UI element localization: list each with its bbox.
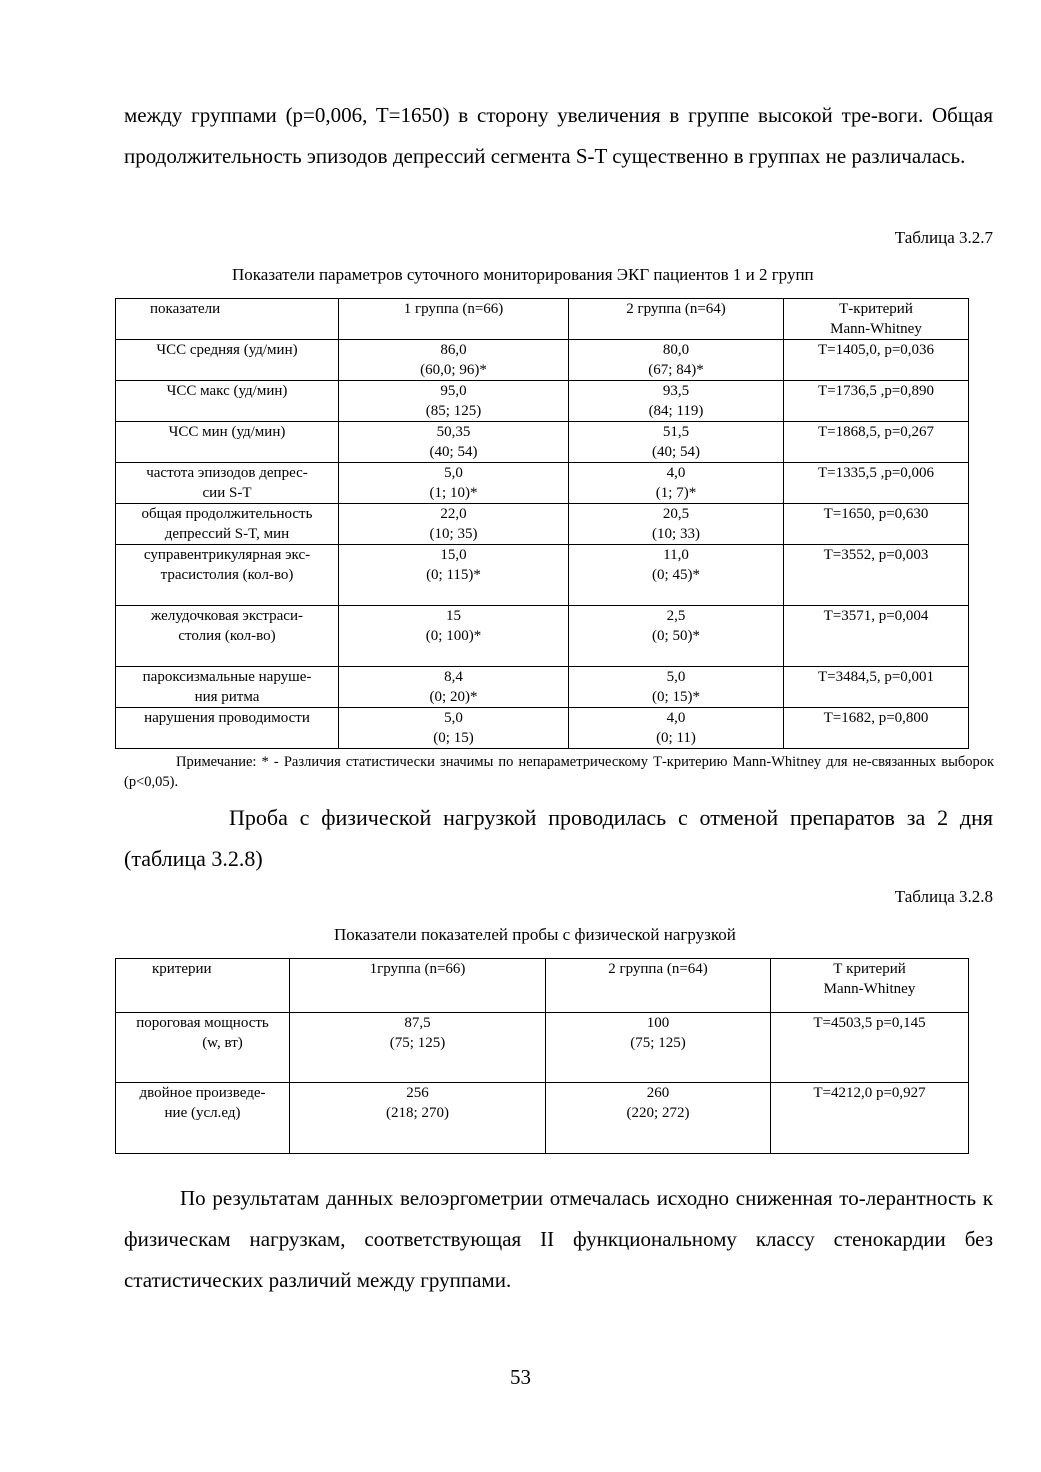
row-label: частота эпизодов депрес- сии S-T — [116, 463, 339, 504]
row-label: желудочковая экстраси- столия (кол-во) — [116, 606, 339, 667]
group-1-value: 95,0 (85; 125) — [339, 381, 569, 422]
group-1-value: 8,4 (0; 20)* — [339, 667, 569, 708]
group-1-value: 5,0 (0; 15) — [339, 708, 569, 749]
table-row — [116, 545, 969, 606]
table-row — [116, 340, 969, 381]
paragraph-intro: между группами (p=0,006, T=1650) в сторону увеличения в группе высокой тре-воги. Общая продолжительность эпизодов депрессий сегмента S-T существенно в группах не различалась. — [124, 103, 993, 168]
paragraph-conclusion: По результатам данных велоэргометрии отмечалась исходно сниженная то-лерантность к физическам нагрузкам, соответствующая II функциональному классу стенокардии без статистических различий между группами. — [124, 1186, 993, 1292]
table-row — [116, 1083, 969, 1154]
table-header-row — [116, 299, 969, 340]
table-row — [116, 504, 969, 545]
table-row — [116, 381, 969, 422]
table-row — [116, 422, 969, 463]
paragraph-exercise-test: Проба с физической нагрузкой проводилась с отменой препаратов за 2 дня (таблица 3.2.8) — [124, 805, 993, 871]
table-caption: Показатели параметров суточного мониторирования ЭКГ пациентов 1 и 2 групп — [232, 265, 814, 284]
t-criterion-value: T=1682, p=0,800 — [784, 708, 969, 749]
row-label: пороговая мощность (w, вт) — [116, 1013, 290, 1083]
table-note: Примечание: * - Различия статистически значимы по непараметрическому Т-критерию Mann-Whitney для не-связанных выборок (p<0,05). — [124, 754, 994, 790]
header-t-criterion: Т критерий Mann-Whitney — [771, 959, 969, 1013]
row-label: нарушения проводимости — [116, 708, 339, 749]
t-criterion-value: T=3484,5, p=0,001 — [784, 667, 969, 708]
group-1-value: 87,5 (75; 125) — [290, 1013, 546, 1083]
row-label: ЧСС средняя (уд/мин) — [116, 340, 339, 381]
group-1-value: 50,35 (40; 54) — [339, 422, 569, 463]
row-label: ЧСС макс (уд/мин) — [116, 381, 339, 422]
group-1-value: 86,0 (60,0; 96)* — [339, 340, 569, 381]
table-header-row — [116, 959, 969, 1013]
t-criterion-value: T=1868,5, p=0,267 — [784, 422, 969, 463]
group-2-value: 4,0 (1; 7)* — [569, 463, 784, 504]
t-criterion-value: T=1650, p=0,630 — [784, 504, 969, 545]
row-label: общая продолжительность депрессий S-T, мин — [116, 504, 339, 545]
group-2-value: 11,0 (0; 45)* — [569, 545, 784, 606]
exercise-test-table — [115, 958, 969, 1154]
header-t-criterion: Т-критерий Mann-Whitney — [784, 299, 969, 340]
header-criteria: критерии — [116, 959, 290, 1013]
table-row — [116, 667, 969, 708]
t-criterion-value: T=1736,5 ,p=0,890 — [784, 381, 969, 422]
table-caption: Показатели показателей пробы с физической нагрузкой — [334, 925, 736, 944]
group-1-value: 15 (0; 100)* — [339, 606, 569, 667]
t-criterion-value: T=4503,5 p=0,145 — [771, 1013, 969, 1083]
table-number: Таблица 3.2.8 — [894, 887, 993, 906]
table-row — [116, 708, 969, 749]
t-criterion-value: T=1335,5 ,p=0,006 — [784, 463, 969, 504]
row-label: суправентрикулярная экс- трасистолия (кол-во) — [116, 545, 339, 606]
ecg-monitoring-table — [115, 298, 969, 749]
table-row — [116, 1013, 969, 1083]
header-group-2: 2 группа (n=64) — [546, 959, 771, 1013]
t-criterion-value: T=1405,0, p=0,036 — [784, 340, 969, 381]
group-2-value: 93,5 (84; 119) — [569, 381, 784, 422]
group-1-value: 22,0 (10; 35) — [339, 504, 569, 545]
group-2-value: 80,0 (67; 84)* — [569, 340, 784, 381]
row-label: пароксизмальные наруше- ния ритма — [116, 667, 339, 708]
group-1-value: 15,0 (0; 115)* — [339, 545, 569, 606]
t-criterion-value: T=3552, p=0,003 — [784, 545, 969, 606]
header-indicators: показатели — [116, 299, 339, 340]
header-group-2: 2 группа (n=64) — [569, 299, 784, 340]
page-number: 53 — [510, 1365, 531, 1389]
group-2-value: 260 (220; 272) — [546, 1083, 771, 1154]
table-row — [116, 463, 969, 504]
table-row — [116, 606, 969, 667]
t-criterion-value: T=3571, p=0,004 — [784, 606, 969, 667]
header-group-1: 1группа (n=66) — [290, 959, 546, 1013]
group-2-value: 20,5 (10; 33) — [569, 504, 784, 545]
group-2-value: 51,5 (40; 54) — [569, 422, 784, 463]
t-criterion-value: T=4212,0 p=0,927 — [771, 1083, 969, 1154]
row-label: двойное произведе- ние (усл.ед) — [116, 1083, 290, 1154]
group-1-value: 256 (218; 270) — [290, 1083, 546, 1154]
group-2-value: 5,0 (0; 15)* — [569, 667, 784, 708]
row-label: ЧСС мин (уд/мин) — [116, 422, 339, 463]
table-number: Таблица 3.2.7 — [894, 228, 993, 247]
group-2-value: 100 (75; 125) — [546, 1013, 771, 1083]
group-1-value: 5,0 (1; 10)* — [339, 463, 569, 504]
group-2-value: 2,5 (0; 50)* — [569, 606, 784, 667]
header-group-1: 1 группа (n=66) — [339, 299, 569, 340]
group-2-value: 4,0 (0; 11) — [569, 708, 784, 749]
